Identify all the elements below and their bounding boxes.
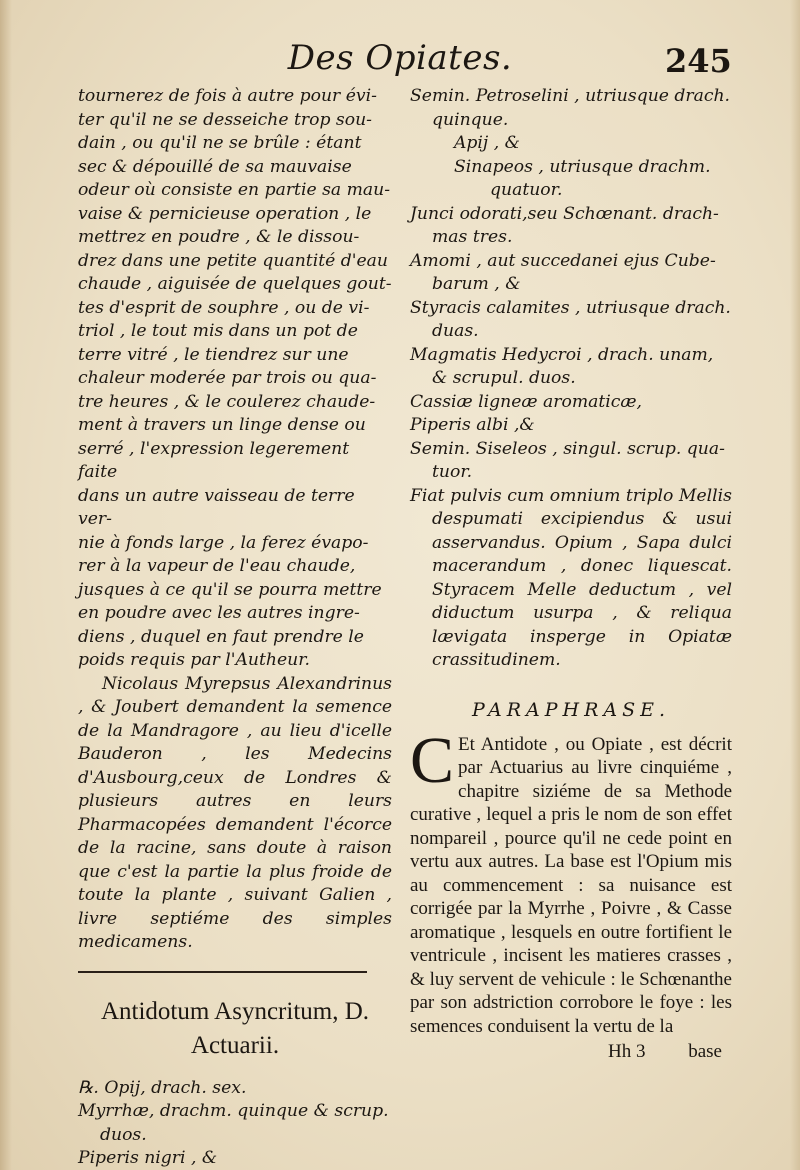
signature-mark: Hh 3 (608, 1041, 646, 1062)
text-line: poids requis par l'Autheur. (78, 650, 311, 670)
ingredient-line: Sinapeos , utriusque drachm. (454, 156, 711, 177)
text-line: dans un autre vaisseau de terre ver- (78, 485, 355, 529)
antidote-title: Antidotum Asyncritum, D. Actuarii. (100, 997, 370, 1059)
ingredient-continuation: mas tres. (432, 227, 513, 247)
recipe-line: Piperis nigri , & (78, 1148, 218, 1168)
ingredient-continuation: quinque. (432, 109, 509, 130)
text-line: nie à fonds large , la ferez évapo- (78, 532, 369, 553)
section-rule (78, 971, 367, 973)
text-line: tes d'esprit de souphre , ou de vi- (78, 297, 370, 318)
ingredient-line: Amomi , aut succedanei ejus Cube- (410, 250, 716, 271)
text-line: rer à la vapeur de l'eau chaude, (78, 556, 356, 576)
ingredient-line: Junci odorati,seu Schœnant. drach- (410, 203, 719, 224)
left-column (78, 85, 392, 1170)
recipe-line: ℞. Opij, drach. sex. (78, 1077, 247, 1098)
text-line: tre heures , & le coulerez chaude- (78, 391, 376, 412)
text-line: triol , le tout mis dans un pot de (78, 321, 358, 341)
text-line: sec & dépouillé de sa mauvaise (78, 156, 352, 177)
text-line: drez dans une petite quantité d'eau (78, 250, 388, 271)
text-line: tournerez de fois à autre pour évi- (78, 86, 377, 106)
left-intro-text (78, 85, 392, 673)
ingredient-continuation: quatuor. (490, 180, 563, 200)
fiat-instructions: Fiat pulvis cum omnium triplo Mellis despumati excipiendus & usui asservandus. Opium , Sapa dulci macerandum , donec liquescat. Styracem Melle deductum , vel diductum usurpa , & reliqua lævigata insperge in Opiatæ crassitudinem. (410, 485, 732, 670)
text-line: ter qu'il ne se desseiche trop sou- (78, 109, 372, 130)
drop-cap: C (410, 723, 455, 797)
catchword: base (688, 1041, 722, 1062)
paraphrase-text: Et Antidote , ou Opiate , est décrit par Actuarius au livre cinquiéme , chapitre siziéme de sa Methode curative , lequel a pris le nom de son effet nompareil , pource qu'il ne cede point en vertu aux autres. La base est l'Opium mis au commencement : sa nuisance est corrigée par la Myrrhe , Poivre , & Casse aromatique , lesquels en outre fortifient le ventricule , incisent les matieres crasses , & luy servent de vehicule : le Schœnanthe par son adstriction corrobore le foye : les semences conduisent la vertu de la (410, 733, 732, 1037)
text-line: mettrez en poudre , & le dissou- (78, 227, 360, 247)
ingredient-line: Apij , & (454, 133, 520, 153)
page-number: 245 (665, 42, 732, 80)
ingredient-line: Semin. Petroselini , utriusque drach. (410, 86, 731, 106)
ingredient-continuation: tuor. (432, 462, 473, 482)
ingredient-line: Piperis albi ,& (410, 415, 535, 435)
text-line: jusques à ce qu'il se pourra mettre (78, 579, 382, 600)
paraphrase-body (410, 723, 732, 1039)
ingredient-line: Semin. Siseleos , singul. scrup. qua- (410, 438, 725, 459)
text-line: odeur où consiste en partie sa mau- (78, 180, 391, 200)
ingredient-continuation: & scrupul. duos. (432, 368, 576, 388)
text-line: terre vitré , le tiendrez sur une (78, 344, 349, 365)
text-line: dain , ou qu'il ne se brûle : étant (78, 133, 362, 153)
second-paragraph: Nicolaus Myrepsus Alexandrinus , & Joubert demandent la semence de la Mandragore , au lieu d'icelle Bauderon , les Medecins d'Ausbourg,ceux de Londres & plusieurs autres en leurs Pharmacopées demandent l'écorce de la racine, sans doute à raison que c'est la partie la plus froide de toute la plante , suivant Galien , livre septiéme des simples medicamens. (78, 673, 392, 952)
text-line: ment à travers un linge dense ou (78, 415, 366, 435)
running-title: Des Opiates. (287, 38, 513, 78)
ingredient-line: Styracis calamites , utriusque drach. (410, 297, 731, 318)
ingredient-continuation: barum , & (432, 274, 521, 294)
text-line: chaleur moderée par trois ou qua- (78, 368, 377, 388)
ingredient-list (410, 85, 732, 485)
text-line: diens , duquel en faut prendre le (78, 626, 364, 647)
text-line: en poudre avec les autres ingre- (78, 603, 360, 623)
text-line: vaise & pernicieuse operation , le (78, 203, 372, 224)
recipe-line: duos. (100, 1124, 147, 1145)
page-footer (410, 1040, 732, 1064)
ingredient-continuation: duas. (432, 321, 479, 341)
recipe-line: Myrrhæ, drachm. quinque & scrup. (78, 1101, 389, 1121)
text-line: serré , l'expression legerement faite (78, 438, 350, 482)
ingredient-line: Magmatis Hedycroi , drach. unam, (410, 344, 714, 365)
right-column (410, 85, 732, 1064)
text-line: chaude , aiguisée de quelques gout- (78, 274, 392, 294)
paraphrase-title: PARAPHRASE. (471, 698, 671, 721)
ingredient-line: Cassiæ ligneæ aromaticæ, (410, 391, 643, 412)
